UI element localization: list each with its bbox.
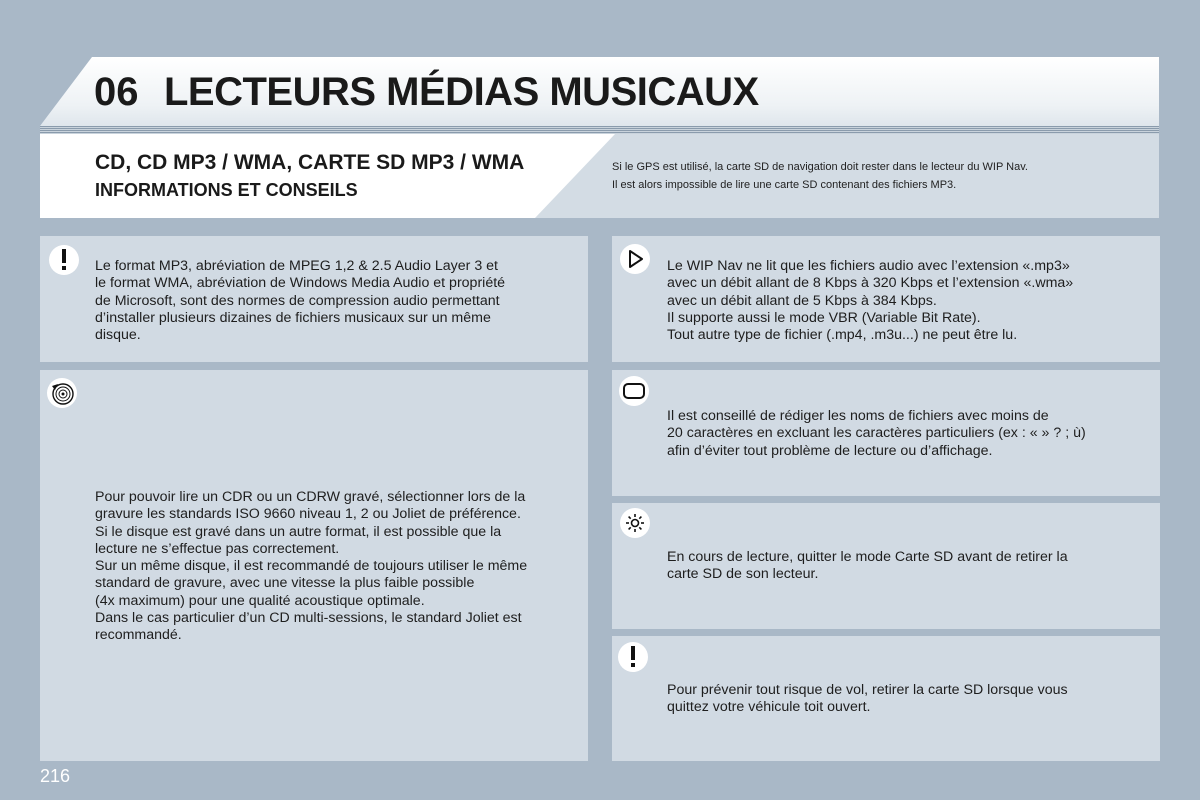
chapter-number: 06 [94, 70, 139, 114]
gps-note-line: Si le GPS est utilisé, la carte SD de navigation doit rester dans le lecteur du WIP Nav. [612, 161, 1028, 173]
screen-icon [619, 376, 649, 406]
header-stripe [40, 126, 1159, 134]
page-number: 216 [40, 766, 71, 786]
exclamation-icon [618, 642, 648, 672]
section-subtitle: INFORMATIONS ET CONSEILS [95, 180, 358, 200]
play-icon [620, 244, 650, 274]
panel-text: En cours de lecture, quitter le mode Carte SD avant de retirer la carte SD de son lecteur. [667, 549, 1068, 583]
section-title: CD, CD MP3 / WMA, CARTE SD MP3 / WMA [95, 151, 525, 174]
panel-text: Il est conseillé de rédiger les noms de fichiers avec moins de 20 caractères en excluant les caractères particuliers (ex : « » ? ; ù) afin d’éviter tout problème de lecture ou d’affichage. [667, 408, 1086, 459]
panel-cd-burning [40, 370, 588, 761]
disc-icon [47, 378, 77, 408]
panel-text: Le WIP Nav ne lit que les fichiers audio avec l’extension «.mp3» avec un débit allant de 8 Kbps à 320 Kbps et l’extension «.wma» avec un débit allant de 5 Kbps à 384 Kbps. Il supporte aussi le mode VBR (Variable Bit Rate). Tout autre type de fichier (.mp4, .m3u...) ne peut être lu. [667, 258, 1074, 344]
gps-note [612, 158, 1152, 194]
panel-file-extensions [612, 236, 1160, 362]
chapter-title: LECTEURS MÉDIAS MUSICAUX [164, 70, 759, 114]
panel-text: Pour prévenir tout risque de vol, retirer la carte SD lorsque vous quittez votre véhicule toit ouvert. [667, 682, 1068, 716]
panel-text: Le format MP3, abréviation de MPEG 1,2 & 2.5 Audio Layer 3 et le format WMA, abréviation de Windows Media Audio et propriété de Microsoft, sont des normes de compression audio permettant d’installer plusieurs dizaines de fichiers musicaux sur un même disque. [95, 258, 506, 344]
panel-theft-warning [612, 636, 1160, 761]
panel-mp3-format [40, 236, 588, 362]
panel-file-names [612, 370, 1160, 496]
light-icon [620, 508, 650, 538]
exclamation-icon [49, 245, 79, 275]
section-title-box [40, 134, 615, 218]
gps-note-line: Il est alors impossible de lire une carte SD contenant des fichiers MP3. [612, 179, 957, 191]
panel-sd-reading [612, 503, 1160, 629]
panel-text: Pour pouvoir lire un CDR ou un CDRW gravé, sélectionner lors de la gravure les standards ISO 9660 niveau 1, 2 ou Joliet de préférence. Si le disque est gravé dans un autre format, il est possible que la lecture ne s’effectue pas correctement. Sur un même disque, il est recommandé de toujours utiliser le même standard de gravure, avec une vitesse la plus faible possible (4x maximum) pour une qualité acoustique optimale. Dans le cas particulier d’un CD multi-sessions, le standard Joliet est recommandé. [95, 489, 528, 644]
